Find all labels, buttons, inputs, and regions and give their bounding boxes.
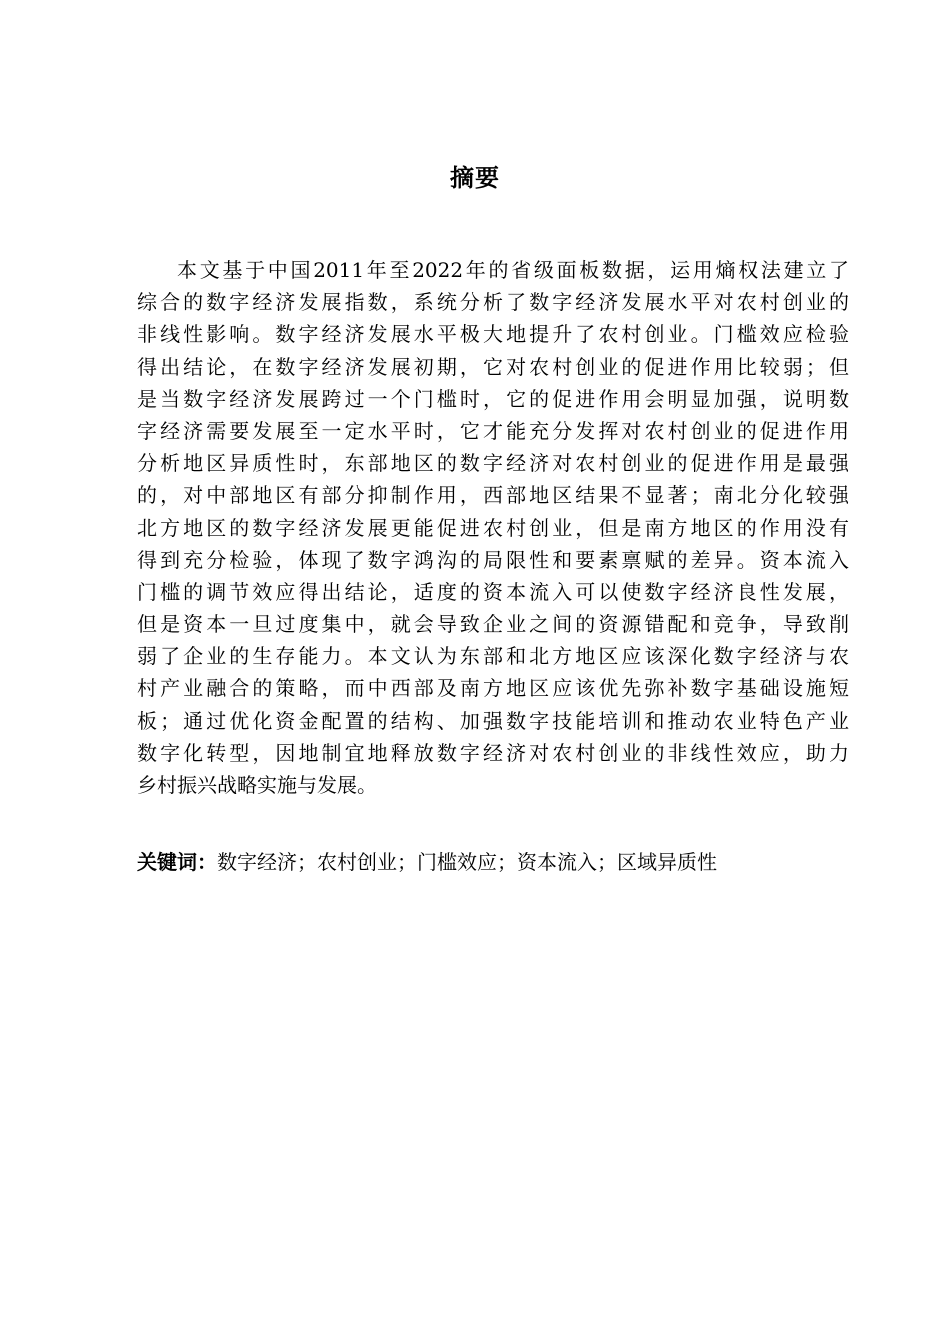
abstract-line: 数字化转型，因地制宜地释放数字经济对农村创业的非线性效应，助力	[137, 740, 849, 765]
abstract-line: 得出结论，在数字经济发展初期，它对农村创业的促进作用比较弱；但	[137, 354, 849, 379]
abstract-line: 的，对中部地区有部分抑制作用，西部地区结果不显著；南北分化较强	[137, 483, 849, 508]
abstract-line: 非线性影响。数字经济发展水平极大地提升了农村创业。门槛效应检验	[137, 322, 849, 347]
abstract-line: 但是资本一旦过度集中，就会导致企业之间的资源错配和竞争，导致削	[137, 612, 849, 637]
abstract-line: 本文基于中国2011年至2022年的省级面板数据，运用熵权法建立了	[177, 258, 849, 282]
keywords-text: 数字经济；农村创业；门槛效应；资本流入；区域异质性	[217, 850, 717, 874]
abstract-line: 分析地区异质性时，东部地区的数字经济对农村创业的促进作用是最强	[137, 451, 849, 476]
abstract-line: 是当数字经济发展跨过一个门槛时，它的促进作用会明显加强，说明数	[137, 386, 849, 411]
abstract-line: 字经济需要发展至一定水平时，它才能充分发挥对农村创业的促进作用	[137, 418, 849, 443]
abstract-line: 村产业融合的策略，而中西部及南方地区应该优先弥补数字基础设施短	[137, 676, 849, 701]
abstract-line: 北方地区的数字经济发展更能促进农村创业，但是南方地区的作用没有	[137, 515, 849, 540]
abstract-line: 综合的数字经济发展指数，系统分析了数字经济发展水平对农村创业的	[137, 290, 849, 315]
abstract-line: 得到充分检验，体现了数字鸿沟的局限性和要素禀赋的差异。资本流入	[137, 547, 849, 572]
abstract-line: 板；通过优化资金配置的结构、加强数字技能培训和推动农业特色产业	[137, 708, 849, 733]
abstract-line: 弱了企业的生存能力。本文认为东部和北方地区应该深化数字经济与农	[137, 644, 849, 669]
keywords-label: 关键词：	[137, 850, 217, 874]
keywords	[137, 846, 849, 878]
page-title: 摘要	[450, 164, 500, 192]
abstract-line: 门槛的调节效应得出结论，适度的资本流入可以使数字经济良性发展，	[137, 579, 849, 604]
abstract-line: 乡村振兴战略实施与发展。	[137, 773, 377, 797]
abstract-body	[137, 254, 849, 801]
